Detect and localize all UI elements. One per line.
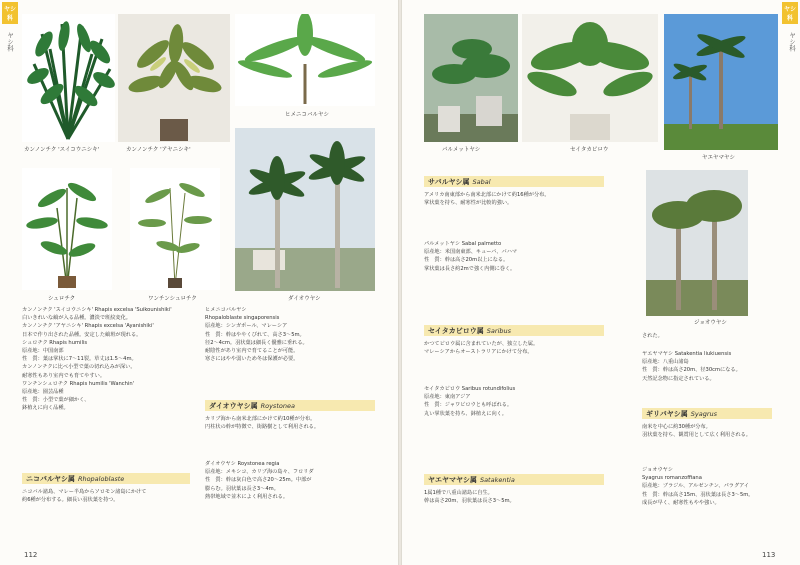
genus-text-saribus: かつてビロウ属に含まれていたが、独立した属。 マレーシアからオーストラリアにかけて分布。	[424, 341, 539, 356]
right-page	[402, 0, 800, 565]
genus-text-sabal: アメリカ南東部から南米北部にかけて約16種が分布。 掌状葉を持ち、耐寒性が比較的強い。	[424, 192, 550, 207]
species-title: セイタカビロウ Saribus rotundifolius	[424, 386, 516, 392]
page-number: 113	[762, 551, 776, 559]
photo-sabal-palmetto	[424, 14, 518, 142]
genus-text-syagrus: 南米を中心に約30種が分布。 羽状葉を持ち、観賞用として広く利用される。	[642, 424, 751, 439]
palm-photo-icon	[424, 14, 518, 142]
species-title: ダイオウヤシ Roystonea regia	[205, 461, 280, 467]
caption-2: カンノンチク 'アヤニシキ'	[126, 147, 191, 153]
species-title: パルメットヤシ Sabal palmetto	[424, 241, 502, 247]
section-tab: ヤシ科	[2, 2, 18, 24]
potted-palm-icon	[522, 14, 658, 142]
genus-heading-saribus: セイタカビロウ属 Saribus	[424, 325, 604, 336]
left-page	[0, 0, 398, 565]
species-title: ヒメニコバルヤシ	[205, 307, 247, 313]
species-text-roystonea-regia: ダイオウヤシ Roystonea regia 原産地：メキシコ、カリブ海の島々、フロリダ 性 質：幹は灰白色で高さ20〜25m。中部が 膨らむ。羽状葉は長さ3〜4m。 熱帯地域で並木によく利用される。	[205, 460, 380, 520]
photo-syagrus	[646, 170, 748, 316]
species-title: ヤエヤマヤシ Satakentia liukiuensis	[642, 351, 732, 357]
genus-heading-sabal: サバルヤシ属 Sabal	[424, 176, 604, 187]
species-text-syagrus: ジョオウヤシ Syagrus romanzoffiana 原産地：ブラジル、アルゼンチン、パラグアイ 性 質：幹は高さ15m、羽状葉は長さ3〜5m。 成長が早く、耐寒性もやや強い。	[642, 466, 787, 526]
palm-photo-icon	[22, 168, 112, 290]
species-title: ワンチンシュロチク Rhapis humilis 'Wanchin'	[22, 380, 135, 387]
species-title: カンノンチク 'アヤニシキ' Rhapis excelsa 'Ayanishiki'	[22, 323, 154, 330]
genus-text-roystonea: カリブ海から南米北部にかけて約10種が分布。 円柱状の幹が特徴で、街路樹として利用される。	[205, 416, 320, 431]
photo-kannonchiku-ayanishiki	[118, 14, 230, 142]
palm-photo-icon	[235, 14, 375, 106]
photo-rhopaloblaste	[235, 14, 375, 106]
caption-5: ワンチンシュロチク	[148, 296, 197, 302]
genus-heading-rhopaloblaste: ニコバルヤシ属 Rhopaloblaste	[22, 473, 190, 484]
photo-satakentia	[664, 14, 778, 150]
palm-photo-icon	[22, 14, 115, 142]
genus-heading-roystonea: ダイオウヤシ属 Roystonea	[205, 400, 375, 411]
genus-heading-satakentia: ヤエヤマヤシ属 Satakentia	[424, 474, 604, 485]
photo-wanchin	[130, 168, 220, 290]
species-title: ジョオウヤシ	[642, 467, 673, 473]
species-text-saribus: セイタカビロウ Saribus rotundifolius 原産地：東南アジア 性 質：ジャワビロウとも呼ばれる。 丸い掌状葉を持ち、鉢植えに向く。	[424, 385, 634, 435]
species-text-sabal-palmetto: パルメットヤシ Sabal palmetto 原産地：米国南東部、キューバ、バハマ 性 質：幹は高さ20m以上になる。 掌状葉は長さ約2mで強く内側に巻く。	[424, 240, 634, 290]
caption-1: カンノンチク 'スイコウニシキ'	[24, 147, 100, 153]
genus-heading-syagrus: ギリバヤシ属 Syagrus	[642, 408, 772, 419]
tall-palm-photo-icon	[235, 128, 375, 291]
caption-6: ダイオウヤシ	[288, 296, 321, 302]
photo-shurochiku	[22, 168, 112, 290]
caption-2: セイタカビロウ	[570, 147, 609, 153]
caption-3: ヒメニコバルヤシ	[285, 112, 329, 118]
section-tab: ヤシ科	[782, 2, 798, 24]
page-number: 112	[24, 551, 38, 559]
potted-palm-icon	[118, 14, 230, 142]
photo-saribus	[522, 14, 658, 142]
side-label: ヤシ科	[788, 32, 796, 52]
caption-4: ジョオウヤシ	[694, 320, 727, 326]
side-label: ヤシ科	[6, 32, 14, 52]
species-title: カンノンチク 'スイコウニシキ' Rhapis excelsa 'Suikounishiki'	[22, 307, 172, 313]
tall-palm-photo-icon	[664, 14, 778, 150]
text-column-rhapis: カンノンチク 'スイコウニシキ' Rhapis excelsa 'Suikounishiki' 白いきれいな縞が入る品種。濃淡で班紋変化。 カンノンチク 'アヤニシキ' Rhapis excelsa 'Ayanishiki' 日本で作り出された品種。安定した縞班が現れる。 シュロチク Rhapis humilis 原産地：中国南部 性 質：葉は掌状に7〜11裂。草丈は1.5〜4m。 カンノンチクに比べ小型で葉の切れ込みが深い。 耐寒性もあり室内でも育てやすい。 ワンチンシュロチク Rhapis humilis 'Wanchin' 原産地：園芸品種 性 質：小型で葉が細かく、 鉢植えに向く品種。	[22, 306, 202, 466]
caption-1: パルメットヤシ	[442, 147, 481, 153]
caption-4: シュロチク	[48, 296, 76, 302]
genus-text-satakentia: 1属1種で八重山諸島に自生。 幹は高さ20m、羽状葉は長さ3〜5m。	[424, 490, 515, 505]
caption-3: ヤエヤマヤシ	[702, 155, 735, 161]
tall-palm-photo-icon	[646, 170, 748, 316]
continued-text: された。	[642, 333, 663, 339]
species-title: シュロチク Rhapis humilis	[22, 339, 88, 346]
species-text-satakentia: ヤエヤマヤシ Satakentia liukiuensis 原産地：八重山諸島 性 質：幹は高さ20m、径30cmになる。 天然記念物に指定されている。	[642, 350, 787, 400]
photo-kannonchiku-suikounishiki	[22, 14, 115, 142]
text-column-himenicobar: ヒメニコバルヤシ Rhopaloblaste singaporensis 原産地：シンガポール、マレーシア 性 質：幹はややくびれて、高さ3〜5m。 径2〜4cm。羽状葉は細長く優雅に垂れる。 耐陰性があり室内で育てることが可能。 寒さにはやや弱いため冬は保護が必要。	[205, 306, 380, 396]
palm-photo-icon	[130, 168, 220, 290]
photo-roystonea	[235, 128, 375, 291]
genus-text-rhopaloblaste: ニコバル諸島、マレー半島からソロモン諸島にかけて 約6種が分布する。細長い羽状葉を持つ。	[22, 489, 147, 504]
